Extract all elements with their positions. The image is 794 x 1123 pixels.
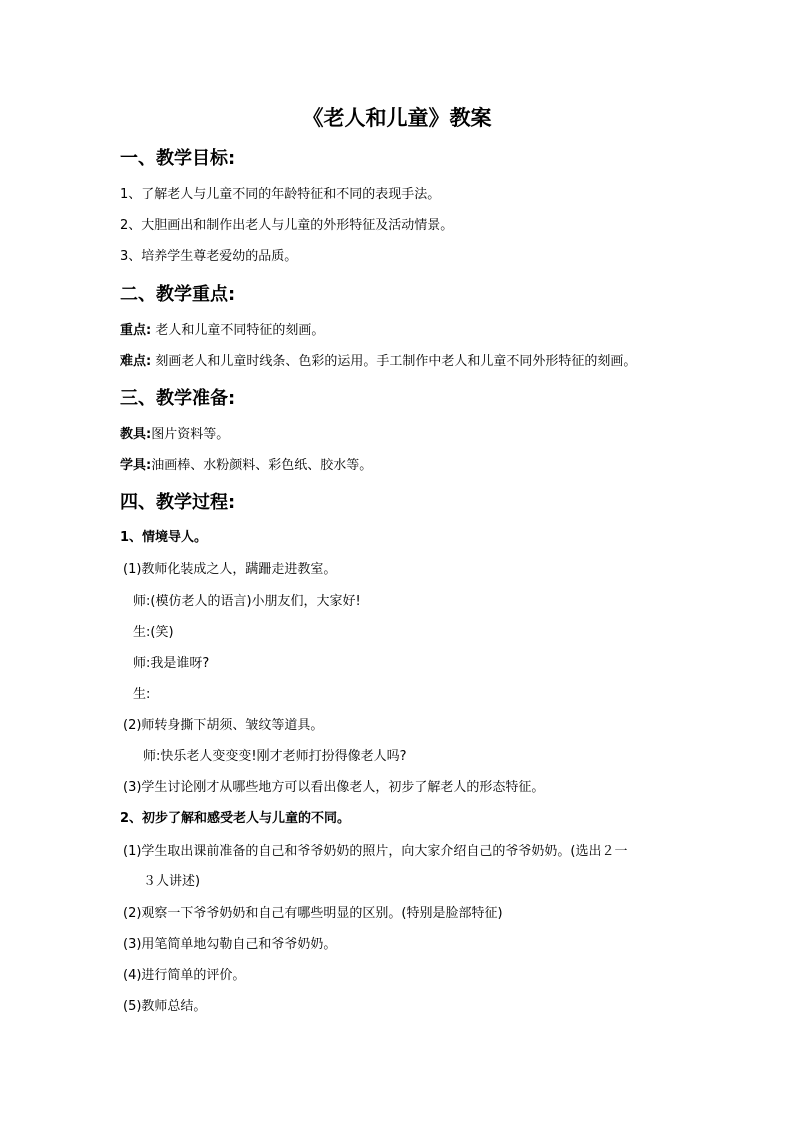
key-point-label: 重点: <box>120 323 152 338</box>
difficulty-text: 刻画老人和儿童时线条、色彩的运用。手工制作中老人和儿童不同外形特征的刻画。 <box>151 354 637 369</box>
teacher-materials-line <box>120 425 229 445</box>
step-1-line: 师:快乐老人变变变!刚才老师打扮得像老人吗? <box>143 749 407 764</box>
step-2-title: 2、初步了解和感受老人与儿童的不同。 <box>120 811 351 826</box>
step-1-line: (1)教师化装成之人，蹒跚走进教室。 <box>123 562 337 577</box>
step-2-line: (1)学生取出课前准备的自己和爷爷奶奶的照片，向大家介绍自己的爷爷奶奶。(选出２一 <box>123 844 628 859</box>
section-heading-process: 四、教学过程: <box>120 492 236 513</box>
step-2-line: (4)进行简单的评价。 <box>123 968 246 983</box>
key-point-line <box>120 321 324 341</box>
section-heading-objectives: 一、教学目标: <box>120 148 236 169</box>
difficulty-label: 难点: <box>120 354 152 369</box>
step-2-line: (2)观察一下爷爷奶奶和自己有哪些明显的区别。(特别是脸部特征) <box>123 906 503 921</box>
step-1-line: 生: <box>133 687 151 702</box>
step-1-line: 师:我是谁呀? <box>133 656 210 671</box>
teacher-materials-label: 教具: <box>120 427 152 442</box>
objective-item: 2、大胆画出和制作出老人与儿童的外形特征及活动情景。 <box>120 218 454 233</box>
section-heading-preparation: 三、教学准备: <box>120 388 236 409</box>
step-2-line: (5)教师总结。 <box>123 999 207 1014</box>
step-1-line: (2)师转身撕下胡须、皱纹等道具。 <box>123 718 324 733</box>
student-materials-label: 学具: <box>120 458 152 473</box>
step-1-line: 生:(笑) <box>133 625 174 640</box>
step-2-line: ３人讲述) <box>143 874 201 889</box>
student-materials-text: 油画棒、水粉颜料、彩色纸、胶水等。 <box>151 458 373 473</box>
step-1-line: (3)学生讨论刚才从哪些地方可以看出像老人，初步了解老人的形态特征。 <box>123 780 545 795</box>
section-heading-key-points: 二、教学重点: <box>120 284 236 305</box>
step-2-line: (3)用笔简单地勾勒自己和爷爷奶奶。 <box>123 937 337 952</box>
step-1-line: 师:(模仿老人的语言)小朋友们，大家好! <box>133 594 361 609</box>
objective-item: 1、了解老人与儿童不同的年龄特征和不同的表现手法。 <box>120 187 441 202</box>
student-materials-line <box>120 456 372 476</box>
objective-item: 3、培养学生尊老爱幼的品质。 <box>120 249 298 264</box>
step-1-title: 1、情境导人。 <box>120 530 208 545</box>
teacher-materials-text: 图片资料等。 <box>151 427 230 442</box>
difficulty-line <box>120 352 636 372</box>
key-point-text: 老人和儿童不同特征的刻画。 <box>151 323 325 338</box>
page-title: 《老人和儿童》教案 <box>302 106 492 130</box>
